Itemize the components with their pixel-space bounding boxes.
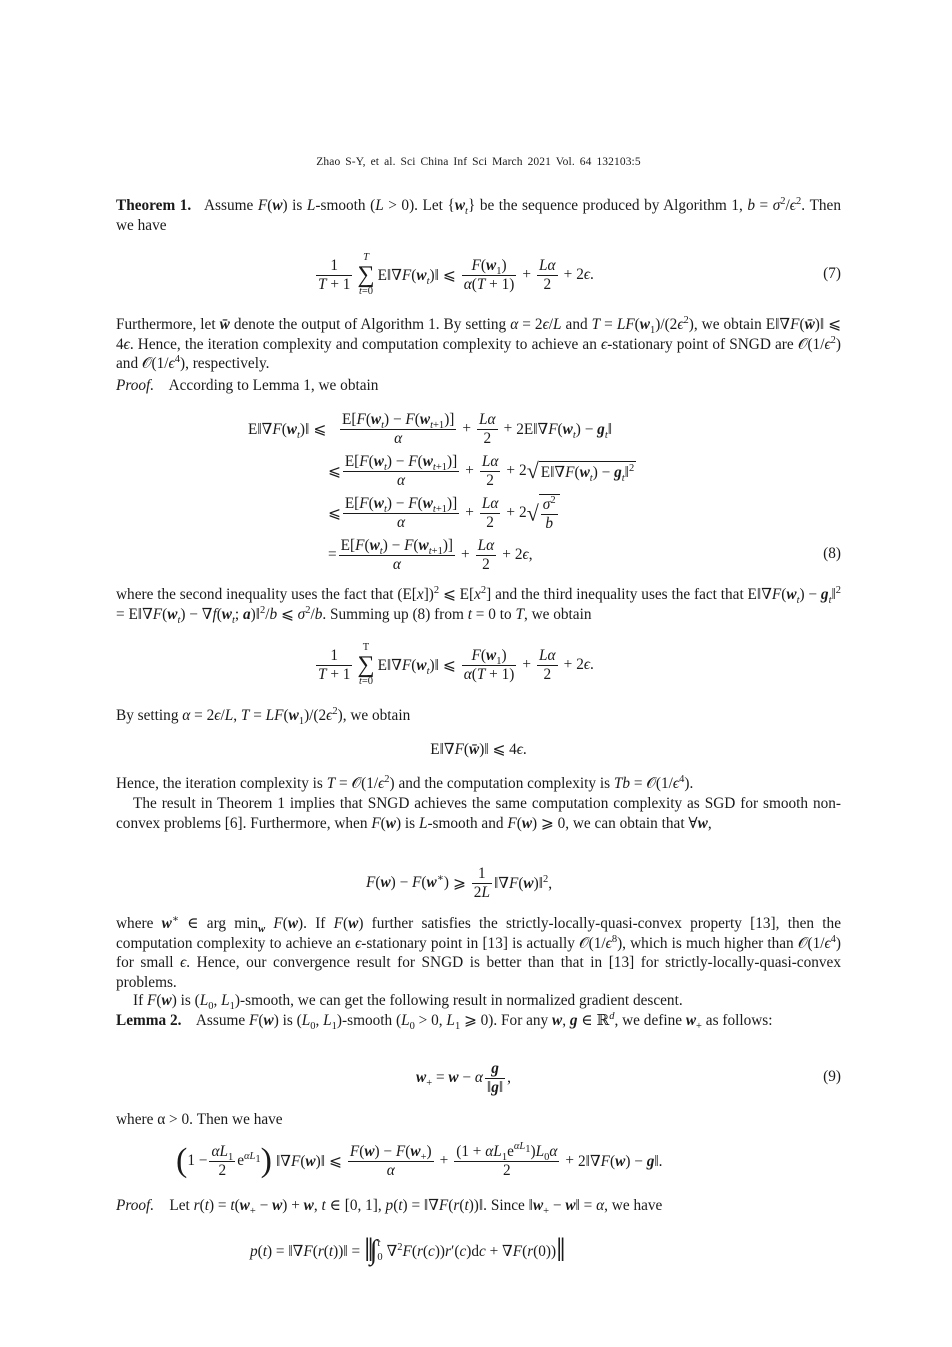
paragraph-where-wstar: where w∗ ∈ arg $\min_w F(w)$. If F(w) further satisfies the strictly-locally-quasi-convex property [13], then the computation complexity to achieve an ϵ-stationary point in [13] is actually $𝒪(1/\epsilon^8)$, which is much higher than $𝒪(1/\epsilon^4)$ for small ϵ. Hence, our convergence result for SNGD is better than that in [13] for strictly-locally-quasi-convex problems. [116, 913, 842, 991]
paragraph-furthermore: Furthermore, let w̄ denote the output of Algorithm 1. By setting α = 2ϵ/L and $T = LF(w_1)/(2\epsilon^2)$, we obtain E‖∇F(w̄)‖ ⩽ 4ϵ. Hence, the iteration complexity and computation complexity to achieve an ϵ-stationary point of SNGD are $𝒪(1/\epsilon^2)$ and $𝒪(1/\epsilon^4)$, respectively. [116, 314, 841, 372]
running-head: Zhao S-Y, et al. Sci China Inf Sci March 2021 Vol. 64 132103:5 [316, 156, 641, 168]
equation-8: $E‖\nabla F(w_t)‖$ ⩽ $\frac{E[F(w_t) - F(w_{t+1})]}{\alpha}$ + $\frac{L\alpha}{2}$ + $2E‖\nabla F(w_t)$ − $g_t‖$ ⩽ $\frac{E[F(w_t) - F(w_{t+1})]}{\alpha}$ + $\frac{L\alpha}{2}$ + 2 √ $E‖\nabla F(w_t)$ − $g_t‖^2$ ⩽ $\frac{E[F(w_t) - F(w_{t+1})]}{\alpha}$ + $\frac{L\alpha}{2}$ + 2 √ $\frac{\sigma^2}{b}$ = $\frac{E[F(w_t) - F(w_{t+1})]}{\alpha}$ + $\frac{L\alpha}{2}$ + 2ϵ, (8) [248, 410, 841, 573]
equation-proof2: p(t) = ‖∇F(r(t))‖ = ‖ ∫ t 0 ∇$^2$F(r(c))r′(c)dc + ∇F(r(0)) ‖ [250, 1232, 562, 1269]
proof-text: According to Lemma 1, we obtain [168, 377, 379, 394]
equation-number: (9) [823, 1068, 841, 1085]
equation-number: (8) [823, 545, 841, 562]
equation-summed: $\frac{1}{T + 1}$ T ∑ t=0 $E‖\nabla F(w_t)‖$ ⩽ $\frac{F(w_1)}{\alpha(T + 1)}$ + $\frac{L\alpha}{2}$ + 2ϵ. [318, 642, 594, 687]
equation-lemma2: ( 1 − $\frac{\alpha L_1}{2}$ $e^{\alpha L_1}$ ) ‖∇F(w)‖ ⩽ $\frac{F(w) - F(w_+)}{\alpha}$ + $\frac{(1 + \alpha L_1e^{\alpha L_1})L_0\alpha}{2}$ + 2‖∇F(w) − g‖. [176, 1141, 663, 1179]
proof-1 [116, 376, 841, 396]
lemma-label: Lemma 2. [116, 1012, 182, 1029]
proof-label: Proof. [116, 377, 155, 394]
paragraph-by-setting: By setting α = 2ϵ/L, $T = LF(w_1)/(2\epsilon^2)$, we obtain [116, 705, 411, 728]
equation-bound: E‖∇F(w̄)‖ ⩽ 4ϵ. [430, 741, 527, 758]
equation-lsmooth: F(w) − F(w∗) ⩾ $\frac{1}{2L}$ ‖∇F(w)‖$^2$, [366, 864, 553, 901]
theorem-1: Theorem 1. Assume F(w) is L-smooth (L > 0). Let $\{w_t\}$ be the sequence produced by Algorithm 1, $b = \sigma^2/\epsilon^2$. Then we have [116, 195, 841, 234]
paragraph-result: The result in Theorem 1 implies that SNGD achieves the same computation complexity as SGD for smooth non-convex problems [6]. Furthermore, when F(w) is L-smooth and F(w) ⩾ 0, we can obtain that ∀w, [116, 795, 841, 832]
equation-9: $w_+ = w - \alpha$ $\frac{g}{‖g‖}$ , (9) [416, 1059, 841, 1096]
equation-7: $\frac{1}{T + 1}$ T ∑ t=0 $E‖\nabla F(w_t)‖$ ⩽ $\frac{F(w_1)}{\alpha(T + 1)}$ + $\frac{L\alpha}{2}$ + 2ϵ. (7) [318, 252, 841, 297]
theorem-label: Theorem 1. [116, 197, 192, 214]
proof-2: Proof. Let $r(t) = t(w_+ - w) + w$, t ∈ [0, 1], p(t) = ‖∇F(r(t))‖. Since $‖w_+$ − w‖ = α, we have [116, 1197, 663, 1218]
equation-number: (7) [823, 265, 841, 282]
lemma-2: Lemma 2. Assume F(w) is ($L_0$, $L_1$)-smooth ($L_0 > 0$, $L_1$ ⩾ 0). For any w, g ∈ ℝ$^d$, we define $w_+$ as follows: [116, 1010, 773, 1033]
paragraph-where-alpha: where α > 0. Then we have [116, 1111, 283, 1128]
paragraph-where-second: where the second inequality uses the fact that $(E[x])^2$ ⩽ $E[x^2]$ and the third inequality uses the fact that $E‖\nabla F(w_t)$ − $g_t‖^2$ = $E‖\nabla F(w_t) - \nabla f(w_t$; a)‖$^2$/b ⩽ $\sigma^2/b$. Summing up (8) from t = 0 to T, we obtain [116, 584, 842, 626]
proof-label: Proof. [116, 1197, 155, 1214]
paragraph-hence: Hence, the iteration complexity is $T = 𝒪(1/\epsilon^2)$ and the computation complexity is $Tb = 𝒪(1/\epsilon^4)$. [116, 773, 694, 792]
paragraph-if: If F(w) is ($L_0$, $L_1$)-smooth, we can get the following result in normalized gradient descent. [133, 992, 683, 1013]
